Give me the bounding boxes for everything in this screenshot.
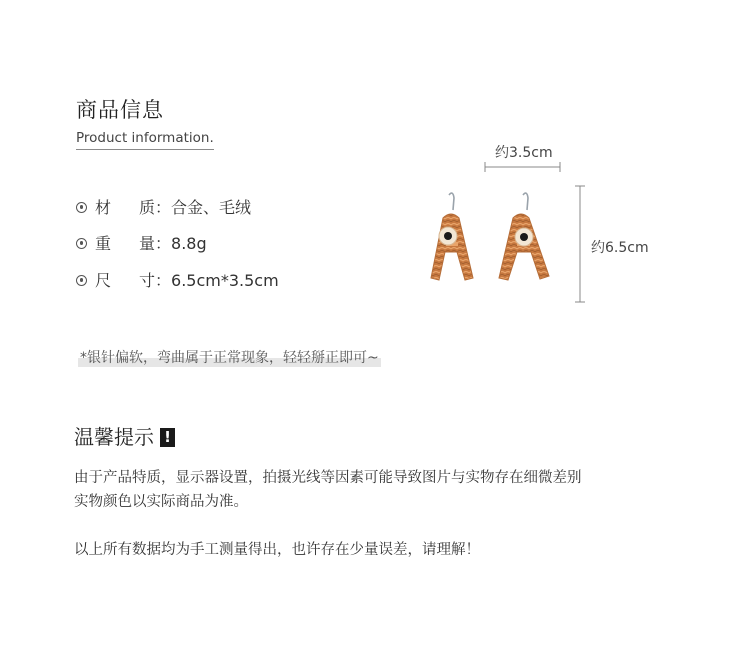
spec-value: 8.8g (171, 234, 207, 253)
earring-product-image (415, 192, 565, 292)
width-dimension-label: 约3.5cm (495, 145, 553, 161)
spec-row-material (76, 197, 251, 219)
earring-right (499, 193, 549, 280)
spec-key-suffix: 量： (139, 234, 172, 253)
bullet-icon (76, 238, 87, 249)
spec-key: 材 (95, 198, 112, 217)
spec-row-weight (76, 233, 207, 255)
spec-key-suffix: 质： (139, 198, 172, 217)
section-subtitle: Product information. (76, 130, 214, 150)
spec-key: 重 (95, 234, 112, 253)
spec-value: 合金、毛绒 (171, 198, 252, 217)
tips-paragraph-line: 由于产品特质，显示器设置，拍摄光线等因素可能导致图片与实物存在细微差别 (74, 470, 582, 486)
width-dimension-line (480, 160, 565, 174)
spec-key: 尺 (95, 271, 112, 290)
height-dimension-line (572, 184, 588, 306)
care-note: *银针偏软，弯曲属于正常现象，轻轻掰正即可~ (78, 347, 381, 367)
spec-row-size (76, 270, 279, 292)
bullet-icon (76, 202, 87, 213)
tips-heading (74, 421, 175, 450)
earring-left (431, 193, 473, 280)
height-dimension-label: 约6.5cm (591, 240, 649, 256)
spec-key-suffix: 寸： (139, 271, 172, 290)
exclamation-icon: ! (160, 428, 175, 447)
section-title: 商品信息 (76, 98, 164, 122)
tips-title: 温馨提示 (74, 425, 154, 449)
spec-value: 6.5cm*3.5cm (171, 271, 279, 290)
bullet-icon (76, 275, 87, 286)
tips-paragraph-line: 实物颜色以实际商品为准。 (74, 494, 248, 510)
tips-paragraph: 以上所有数据均为手工测量得出，也许存在少量误差，请理解！ (74, 542, 480, 558)
